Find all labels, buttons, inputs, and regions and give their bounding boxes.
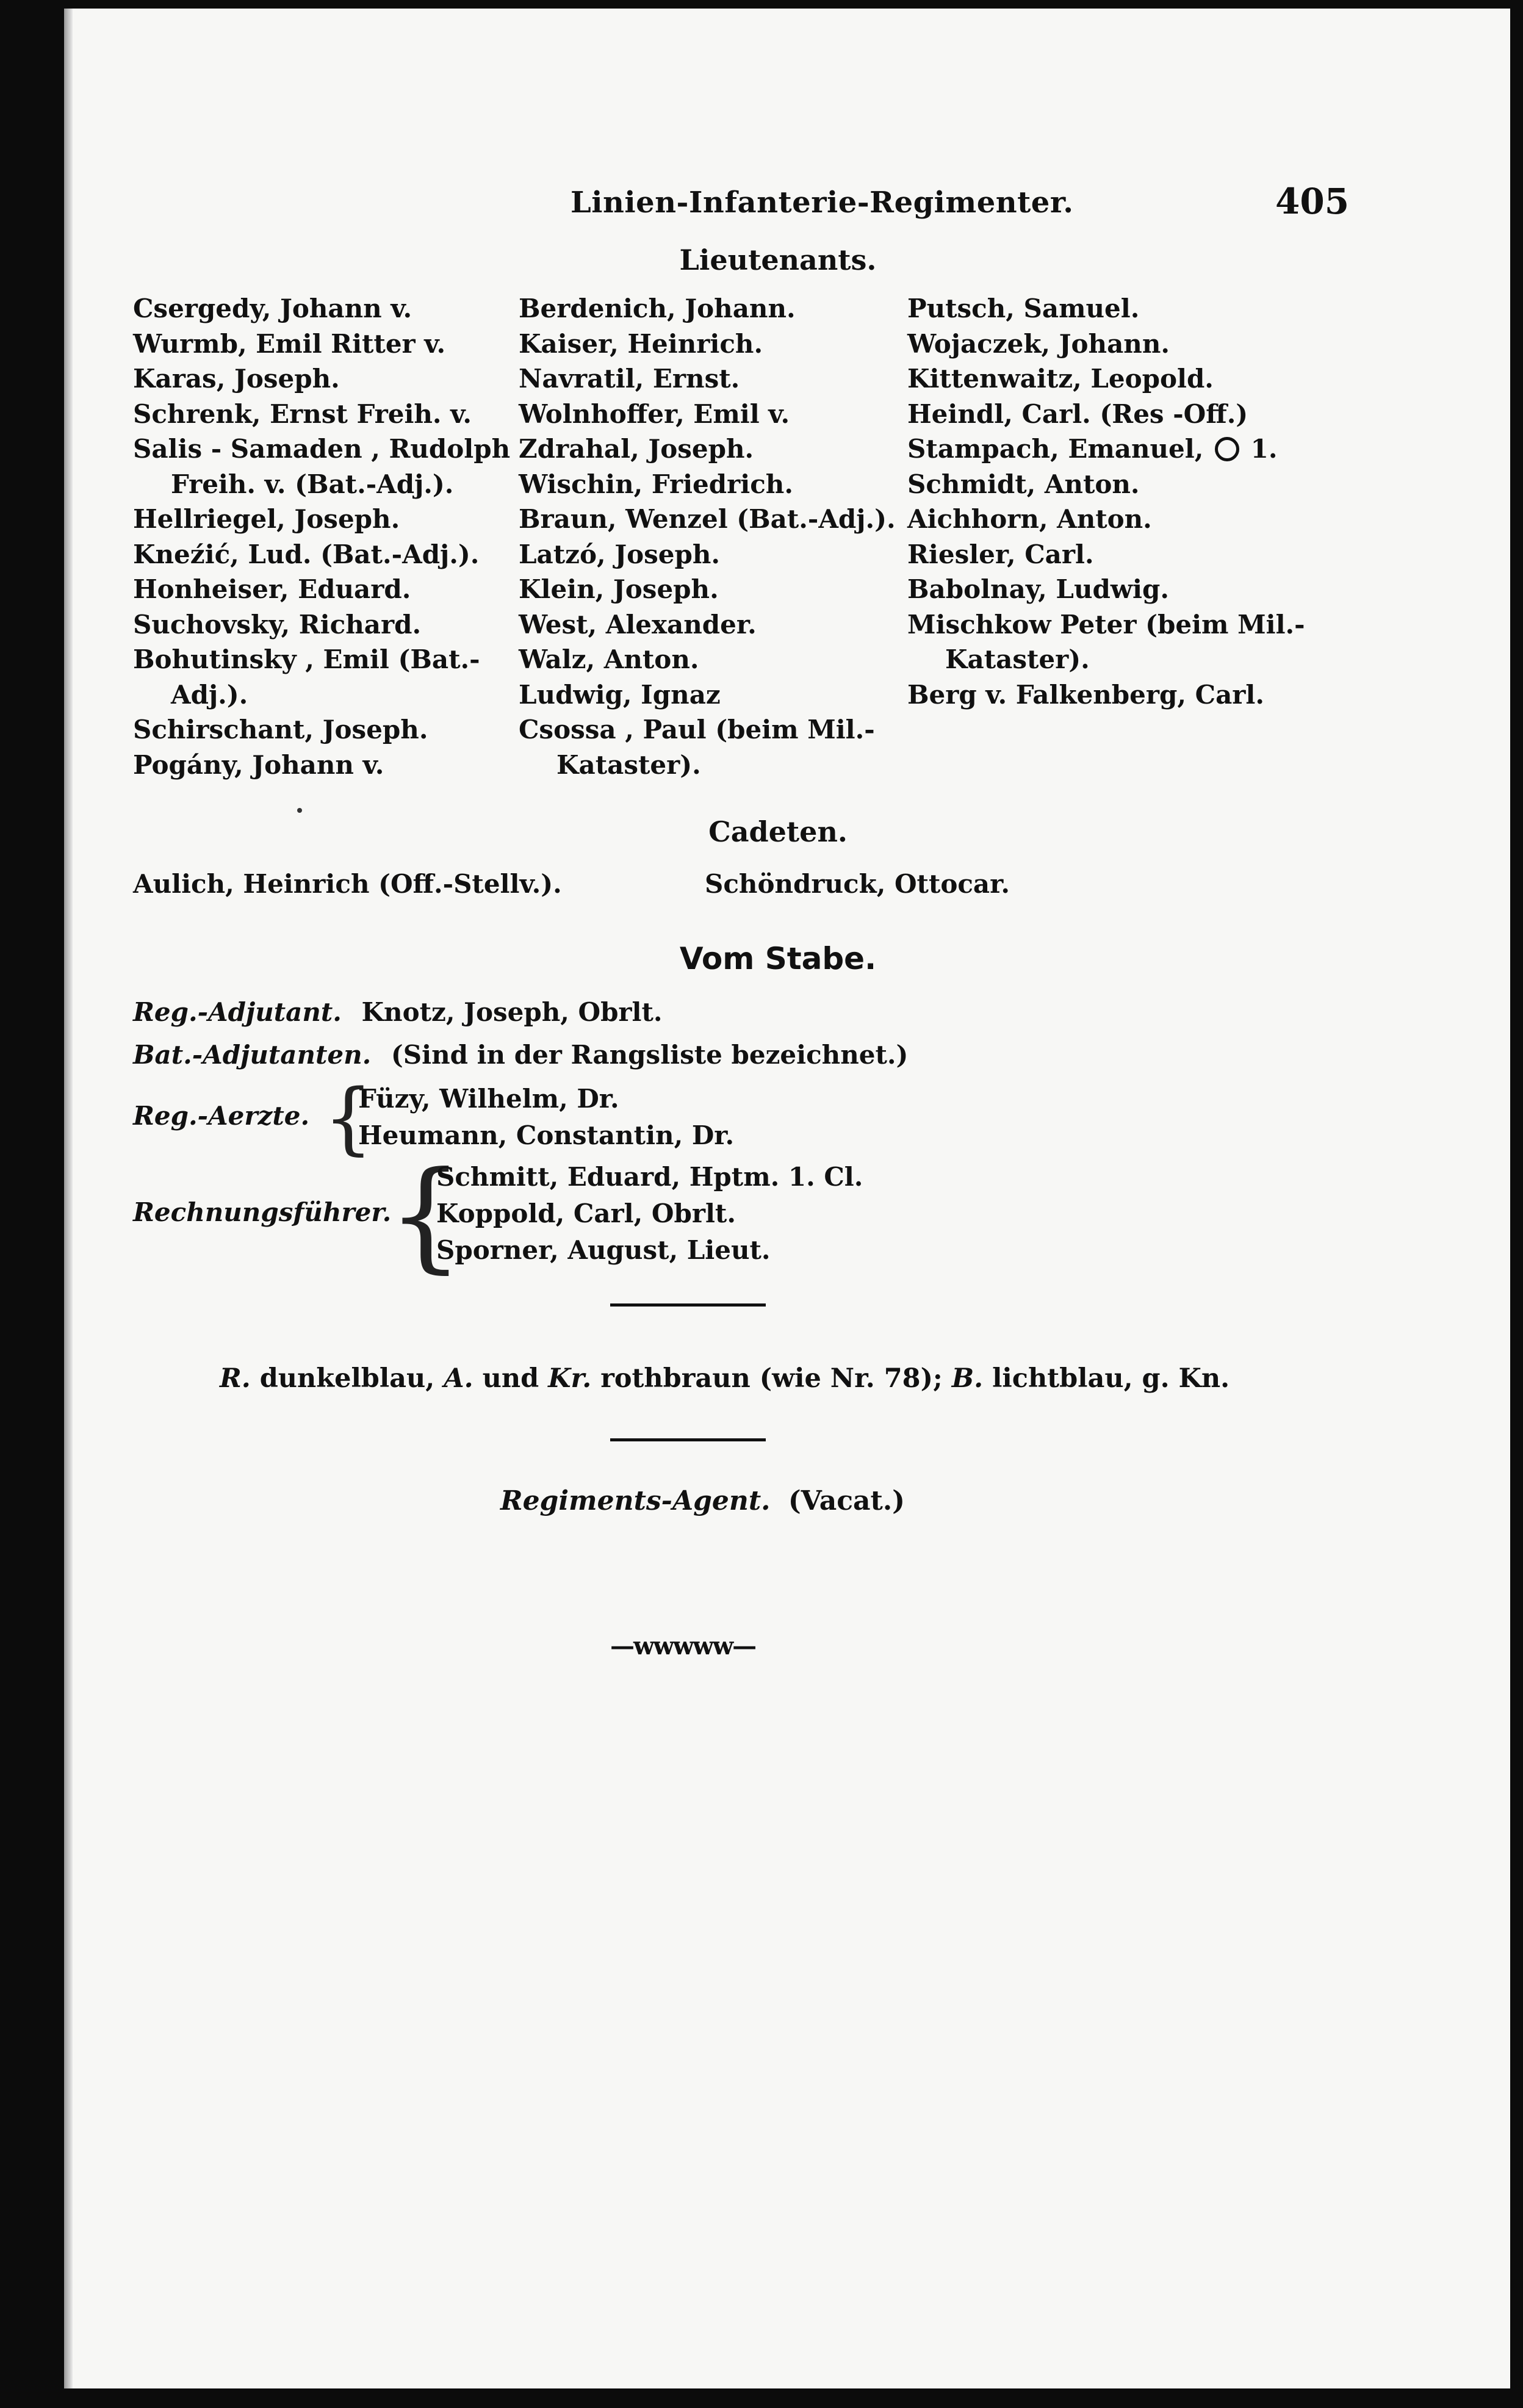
list-item: Kaiser, Heinrich. bbox=[519, 328, 763, 359]
list-item: Bohutinsky , Emil (Bat.- bbox=[133, 644, 480, 674]
page-spine-edge bbox=[64, 9, 73, 2388]
list-item: Navratil, Ernst. bbox=[519, 364, 740, 394]
list-item: Walz, Anton. bbox=[519, 644, 699, 674]
regiments-agent-row bbox=[500, 1485, 905, 1516]
list-item: Kittenwaitz, Leopold. bbox=[907, 364, 1214, 394]
book-page bbox=[64, 9, 1510, 2388]
list-item: Aichhorn, Anton. bbox=[907, 504, 1152, 534]
list-item: Zdrahal, Joseph. bbox=[519, 434, 754, 464]
cadet-entry: Schöndruck, Ottocar. bbox=[705, 869, 1010, 899]
list-item: Salis - Samaden , Rudolph bbox=[133, 434, 511, 464]
rechnung-entry: Koppold, Carl, Obrlt. bbox=[436, 1199, 736, 1228]
uniform-colors-note bbox=[220, 1363, 1230, 1394]
list-item-continuation: Freih. v. (Bat.-Adj.). bbox=[171, 469, 454, 499]
list-item: Babolnay, Ludwig. bbox=[907, 574, 1169, 604]
list-item: Schirschant, Joseph. bbox=[133, 715, 428, 744]
bat-adjutanten-row bbox=[133, 1040, 908, 1070]
reg-adjutant-value: Knotz, Joseph, Obrlt. bbox=[361, 997, 663, 1027]
note-b: B. bbox=[951, 1363, 984, 1394]
list-item: Csergedy, Johann v. bbox=[133, 294, 412, 323]
reg-adjutant-label: Reg.-Adjutant. bbox=[133, 997, 342, 1027]
list-item: Csossa , Paul (beim Mil.- bbox=[519, 715, 875, 744]
aerzt-entry: Füzy, Wilhelm, Dr. bbox=[358, 1084, 619, 1114]
lieutenants-column-3 bbox=[907, 291, 1305, 712]
list-item: Pogány, Johann v. bbox=[133, 749, 384, 780]
list-item: Wurmb, Emil Ritter v. bbox=[133, 328, 446, 359]
list-item: Riesler, Carl. bbox=[907, 539, 1094, 569]
bat-adjutanten-value: (Sind in der Rangsliste bezeichnet.) bbox=[391, 1040, 909, 1070]
list-item: Wojaczek, Johann. bbox=[907, 328, 1170, 359]
note-kr: Kr. bbox=[548, 1363, 592, 1394]
list-item: Putsch, Samuel. bbox=[907, 294, 1140, 323]
agent-value: (Vacat.) bbox=[788, 1485, 906, 1516]
list-item: Klein, Joseph. bbox=[519, 574, 719, 604]
agent-label: Regiments-Agent. bbox=[500, 1485, 771, 1516]
list-item: Ludwig, Ignaz bbox=[519, 679, 721, 710]
list-item-continuation: Adj.). bbox=[171, 679, 248, 710]
list-item: Karas, Joseph. bbox=[133, 364, 340, 394]
reg-adjutant-row bbox=[133, 997, 663, 1027]
list-item: Berg v. Falkenberg, Carl. bbox=[907, 679, 1264, 710]
vom-stabe-heading: Vom Stabe. bbox=[679, 941, 877, 976]
list-item: West, Alexander. bbox=[519, 609, 757, 640]
lieutenants-column-2 bbox=[519, 291, 896, 782]
list-item-suffix: 1. bbox=[1250, 434, 1278, 464]
list-item: Honheiser, Eduard. bbox=[133, 574, 411, 604]
note-b-text: lichtblau, g. Kn. bbox=[992, 1363, 1230, 1394]
closing-ornament: —ᴡᴡᴡᴡᴡ— bbox=[610, 1632, 756, 1660]
aerzt-entry: Heumann, Constantin, Dr. bbox=[358, 1120, 735, 1150]
note-r: R. bbox=[220, 1363, 251, 1394]
list-item-continuation: Kataster). bbox=[945, 644, 1090, 674]
list-item: Schrenk, Ernst Freih. v. bbox=[133, 398, 472, 429]
left-brace-icon: { bbox=[323, 1073, 373, 1164]
note-und: und bbox=[482, 1363, 539, 1394]
cadeten-heading: Cadeten. bbox=[708, 815, 848, 848]
list-item: Wolnhoffer, Emil v. bbox=[519, 398, 790, 429]
rechnung-entry: Sporner, August, Lieut. bbox=[436, 1235, 771, 1265]
list-item: Braun, Wenzel (Bat.-Adj.). bbox=[519, 504, 896, 534]
note-r-text: dunkelblau, bbox=[259, 1363, 435, 1394]
left-brace-icon: { bbox=[387, 1146, 464, 1285]
note-a: A. bbox=[444, 1363, 473, 1394]
list-item: Kneźić, Lud. (Bat.-Adj.). bbox=[133, 539, 480, 569]
list-item bbox=[907, 431, 1305, 467]
lieutenants-column-1 bbox=[133, 291, 510, 782]
list-item: Schmidt, Anton. bbox=[907, 469, 1140, 499]
stray-mark bbox=[297, 808, 302, 813]
lieutenants-heading: Lieutenants. bbox=[679, 243, 877, 276]
list-item: Mischkow Peter (beim Mil.- bbox=[907, 609, 1305, 640]
list-item: Berdenich, Johann. bbox=[519, 294, 796, 323]
reg-aerzte-label: Reg.-Aerzte. bbox=[133, 1101, 310, 1131]
list-item-text: Stampach, Emanuel, bbox=[907, 434, 1204, 464]
list-item: Hellriegel, Joseph. bbox=[133, 504, 400, 534]
section-divider bbox=[610, 1303, 766, 1307]
cadet-entry: Aulich, Heinrich (Off.-Stellv.). bbox=[133, 869, 562, 899]
list-item: Latzó, Joseph. bbox=[519, 539, 721, 569]
running-head: Linien-Infanterie-Regimenter. bbox=[571, 186, 1074, 220]
list-item: Wischin, Friedrich. bbox=[519, 469, 793, 499]
note-kr-text: rothbraun (wie Nr. 78); bbox=[600, 1363, 943, 1394]
section-divider bbox=[610, 1438, 766, 1441]
rechnungsfuehrer-label: Rechnungsführer. bbox=[133, 1197, 392, 1227]
list-item: Heindl, Carl. (Res -Off.) bbox=[907, 398, 1248, 429]
list-item: Suchovsky, Richard. bbox=[133, 609, 422, 640]
rechnung-entry: Schmitt, Eduard, Hptm. 1. Cl. bbox=[436, 1162, 863, 1192]
circle-symbol-icon bbox=[1215, 437, 1239, 461]
bat-adjutanten-label: Bat.-Adjutanten. bbox=[133, 1040, 372, 1070]
list-item-continuation: Kataster). bbox=[556, 749, 701, 780]
page-number: 405 bbox=[1275, 181, 1350, 222]
